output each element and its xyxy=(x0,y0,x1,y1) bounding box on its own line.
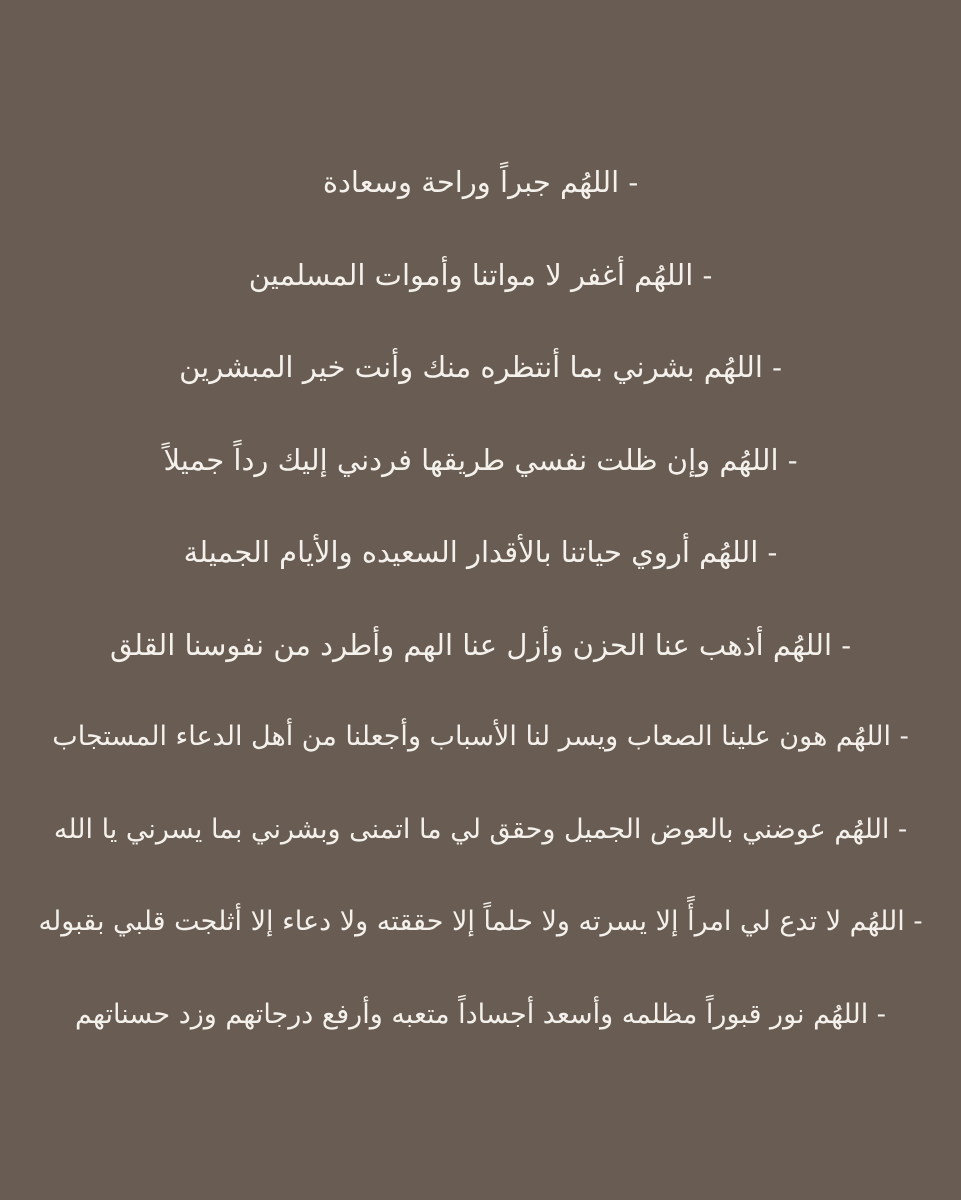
dua-line: - اللهُم جبراً وراحة وسعادة xyxy=(322,165,639,199)
dua-line: - اللهُم وإن ظلت نفسي طريقها فردني إليك رداً جميلاً xyxy=(163,442,798,477)
dua-line: - اللهُم هون علينا الصعاب ويسر لنا الأسباب وأجعلنا من أهل الدعاء المستجاب xyxy=(52,721,909,752)
dua-line: - اللهُم أغفر لا مواتنا وأموات المسلمين xyxy=(248,257,713,292)
dua-line: - اللهُم نور قبوراً مظلمه وأسعد أجساداً متعبه وأرفع درجاتهم وزد حسناتهم xyxy=(75,998,886,1030)
dua-line: - اللهُم لا تدع لي امرأً إلا يسرته ولا حلماً إلا حققته ولا دعاء إلا أثلجت قلبي بقبوله xyxy=(38,906,923,937)
dua-line: - اللهُم أذهب عنا الحزن وأزل عنا الهم وأطرد من نفوسنا القلق xyxy=(109,627,852,662)
dua-list xyxy=(0,156,961,1081)
dua-line: - اللهُم أروي حياتنا بالأقدار السعيده والأيام الجميلة xyxy=(183,535,778,569)
dua-line: - اللهُم عوضني بالعوض الجميل وحقق لي ما اتمنى وبشرني بما يسرني يا الله xyxy=(53,813,908,845)
dua-line: - اللهُم بشرني بما أنتظره منك وأنت خير المبشرين xyxy=(179,350,782,384)
